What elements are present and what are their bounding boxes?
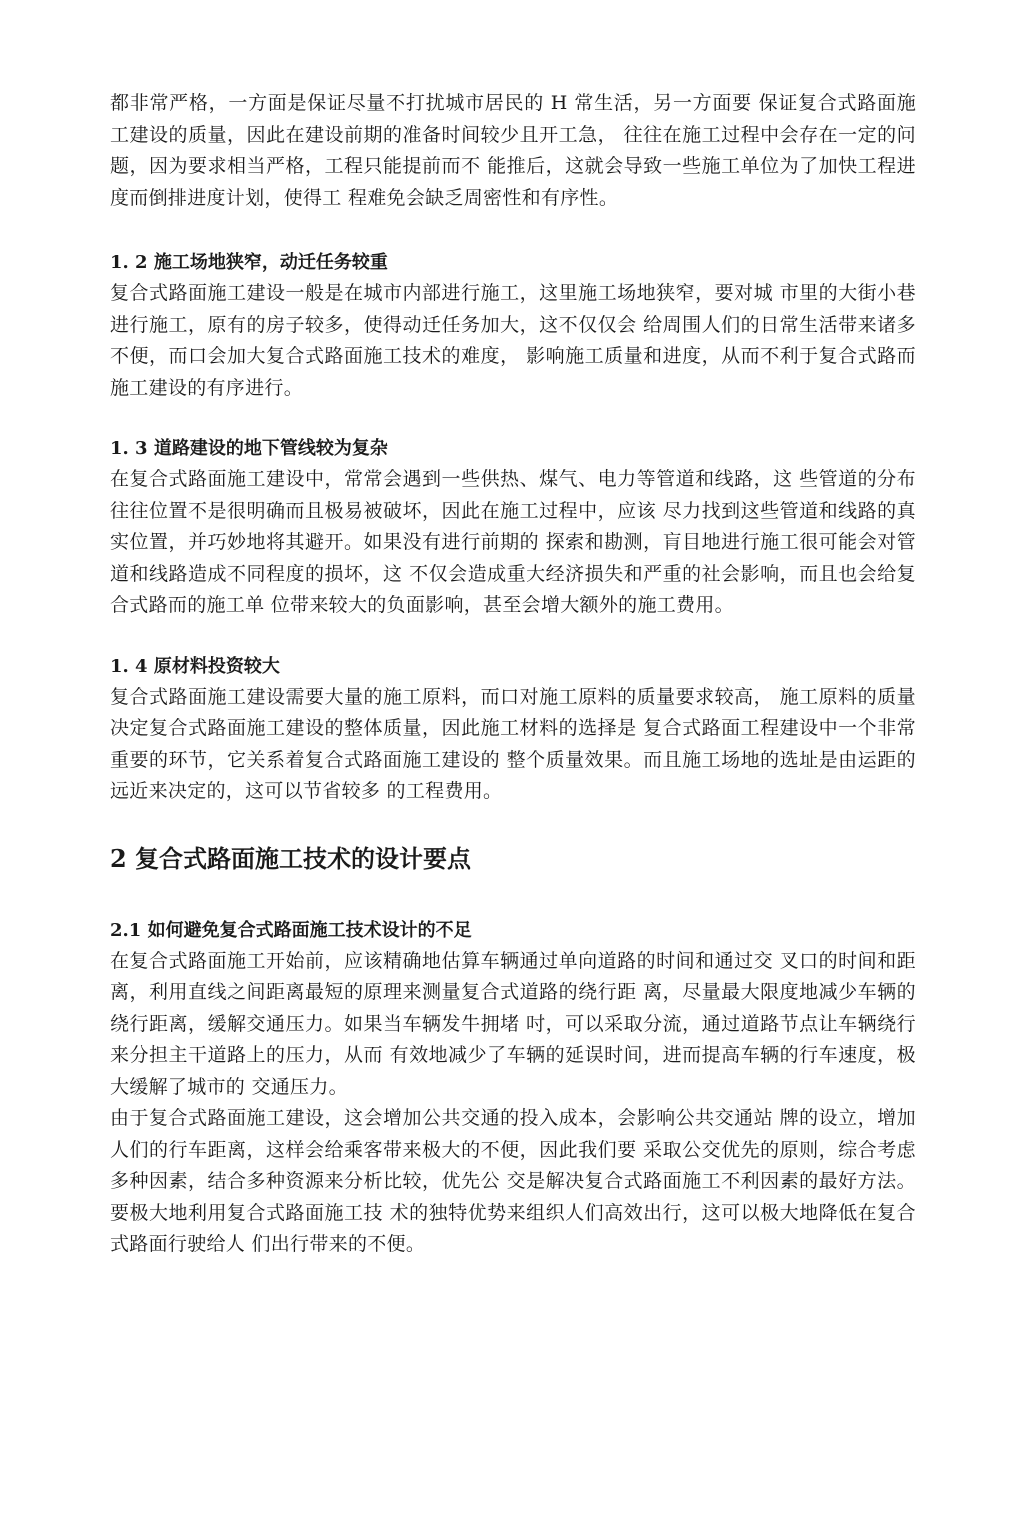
paragraph-5: 在复合式路面施工开始前，应该精确地估算车辆通过单向道路的时间和通过交 叉口的时间和距离，利用直线之间距离最短的原理来测量复合式道路的绕行距 离，尽量最大限度地减少车辆的绕行距离，缓解交通压力。如果当车辆发牛拥堵 吋，可以采取分流，通过道路节点让车辆绕行来分担主干道路上的压力，从而 有效地减少了车辆的延误时间，进而提高车辆的行车速度，极大缓解了城市的 交通压力。 — [110, 949, 916, 1098]
paragraph-4: 复合式路面施工建设需要大量的施工原料，而口对施工原料的质量要求较高， 施工原料的质量决定复合式路面施工建设的整体质量，因此施工材料的选择是 复合式路面工程建设中一个非常重要的环节，它关系着复合式路面施工建设的 整个质量效果。而且施工场地的选址是由运距的远近来决定的，这可以节省较多 的工程费用。 — [110, 685, 916, 802]
paragraph-3: 在复合式路面施工建设中，常常会遇到一些供热、煤气、电力等管道和线路，这 些管道的分布往往位置不是很明确而且极易被破坏，因此在施工过程中，应该 尽力找到这些管道和线路的真实位置，并巧妙地将其避开。如果没有进行前期的 探索和勘测，肓目地进行施工很可能会对管道和线路造成不同程度的损坏，这 不仅会造成重大经济损失和严重的社会影响，而且也会给复合式路而的施工单 位带来较大的负面影响，甚至会增大额外的施工费用。 — [110, 468, 916, 616]
paragraph-2: 复合式路面施工建设一般是在城市内部进行施工，这里施工场地狭窄，要对城 市里的大街小巷进行施工，原有的房子较多，使得动迁任务加大，这不仅仅会 给周围人们的日常生活带来诸多不便，而口会加大复合式路面施工技术的难度， 影响施工质量和进度，从而不利于复合式路而施工建设的有序进行。 — [110, 282, 916, 399]
heading-2-1: 2.1 如何避免复合式路面施工技术设计的不足 — [110, 919, 472, 941]
heading-2: 2 复合式路面施工技术的设计要点 — [110, 843, 472, 873]
heading-1-3: 1. 3 道路建设的地下管线较为复杂 — [110, 438, 388, 459]
heading-1-2: 1. 2 施工场地狭窄，动迁任务较重 — [110, 252, 388, 273]
paragraph-1: 都非常严格，一方面是保证尽量不打扰城市居民的 H 常生活，另一方面要 保证复合式路面施工建设的质量，因此在建设前期的准备时间较少且开工急， 往往在施工过程中会存在一定的问题，因为要求相当严格，工程只能提前而不 能推后，这就会导致一些施工单位为了加快工程进度而倒排进度计划，使得工 程难免会缺乏周密性和有序性。 — [110, 92, 916, 209]
paragraph-6: 由于复合式路面施工建设，这会增加公共交通的投入成本，会影响公共交通站 牌的设立，增加人们的行车距离，这样会给乘客带来极大的不便，因此我们要 采取公交优先的原则，综合考虑多种因素，结合多种资源来分析比较，优先公 交是解决复合式路面施工不利因素的最好方法。要极大地利用复合式路面施工技 术的独特优势来组织人们高效出行，这可以极大地降低在复合式路面行驶给人 们出行带来的不便。 — [110, 1107, 916, 1255]
document-page — [110, 88, 916, 1261]
heading-1-4: 1. 4 原材料投资较大 — [110, 655, 280, 677]
